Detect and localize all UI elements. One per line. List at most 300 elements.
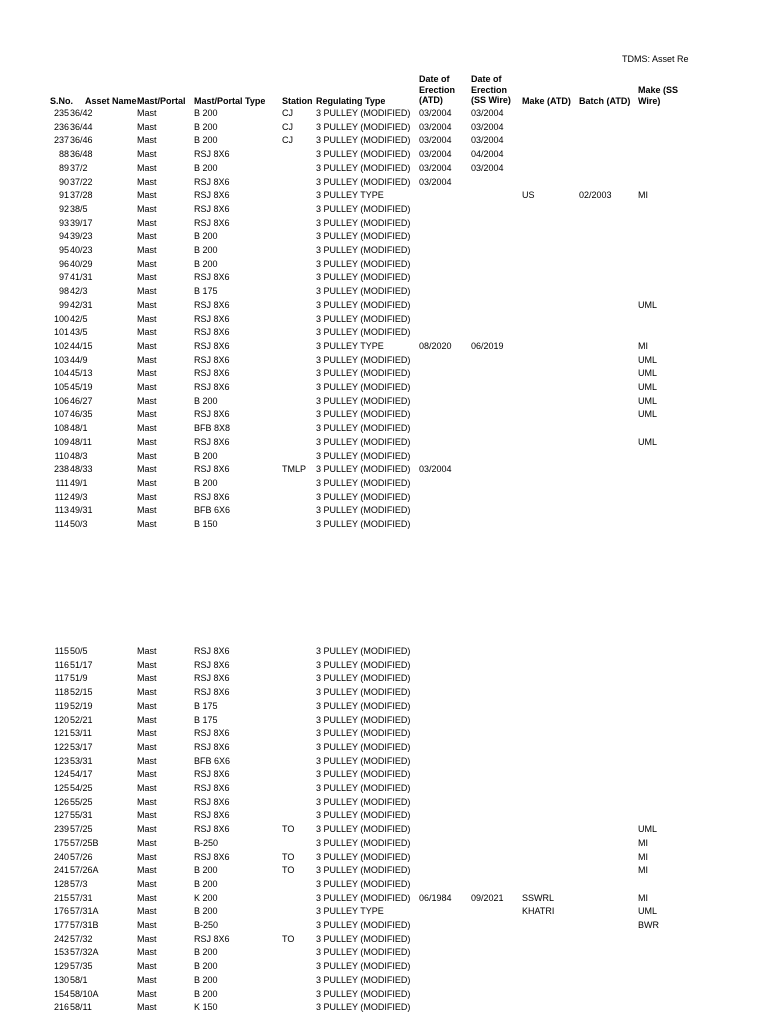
type-cell: B 175 — [194, 714, 218, 725]
mast-portal-cell: Mast — [137, 368, 157, 379]
asset-name-cell: 57/31A — [70, 906, 99, 917]
type-cell: RSJ 8X6 — [194, 491, 230, 502]
sno-cell: 129 — [53, 961, 69, 972]
asset-name-cell: 46/35 — [70, 409, 93, 420]
sno-cell: 241 — [53, 865, 69, 876]
mast-portal-cell: Mast — [137, 272, 157, 283]
regulating-type-cell: 3 PULLEY (MODIFIED) — [316, 505, 411, 516]
sno-cell: 89 — [58, 162, 69, 173]
asset-name-cell: 48/1 — [70, 423, 88, 434]
type-cell: RSJ 8X6 — [194, 810, 230, 821]
mast-portal-cell: Mast — [137, 741, 157, 752]
col-header-station: Station — [282, 96, 313, 106]
type-cell: RSJ 8X6 — [194, 368, 230, 379]
make-ss-cell: MI — [638, 851, 648, 862]
asset-name-cell: 57/31B — [70, 920, 99, 930]
make-ss-cell: MI — [638, 837, 648, 848]
asset-name-cell: 41/31 — [70, 272, 93, 283]
mast-portal-cell: Mast — [137, 436, 157, 447]
mast-portal-cell: Mast — [137, 395, 157, 406]
regulating-type-cell: 3 PULLEY (MODIFIED) — [316, 436, 411, 447]
type-cell: RSJ 8X6 — [194, 217, 230, 228]
sno-cell: 98 — [58, 286, 69, 297]
type-cell: B 175 — [194, 700, 218, 711]
date-atd-cell: 08/2020 — [419, 340, 452, 351]
type-cell: RSJ 8X6 — [194, 409, 230, 420]
make-atd-cell: KHATRI — [522, 906, 555, 917]
table-row — [0, 672, 768, 686]
date-ss-cell: 04/2004 — [471, 149, 504, 160]
regulating-type-cell: 3 PULLEY (MODIFIED) — [316, 382, 411, 392]
sno-cell: 215 — [53, 892, 69, 903]
regulating-type-cell: 3 PULLEY (MODIFIED) — [316, 286, 411, 297]
type-cell: B 200 — [194, 450, 218, 461]
asset-name-cell: 58/1 — [70, 974, 88, 985]
mast-portal-cell: Mast — [137, 700, 157, 711]
type-cell: B 200 — [194, 258, 218, 269]
date-atd-cell: 03/2004 — [419, 121, 452, 132]
type-cell: RSJ 8X6 — [194, 190, 230, 201]
sno-cell: 103 — [53, 354, 69, 365]
asset-name-cell: 48/11 — [70, 436, 92, 447]
regulating-type-cell: 3 PULLEY (MODIFIED) — [316, 837, 411, 848]
regulating-type-cell: 3 PULLEY (MODIFIED) — [316, 824, 411, 835]
type-cell: RSJ 8X6 — [194, 299, 230, 310]
station-cell: CJ — [282, 135, 293, 146]
table-row — [0, 121, 768, 135]
table-row — [0, 230, 768, 244]
make-ss-cell: MI — [638, 892, 648, 903]
regulating-type-cell: 3 PULLEY (MODIFIED) — [316, 354, 411, 365]
date-atd-cell: 03/2004 — [419, 176, 452, 187]
mast-portal-cell: Mast — [137, 190, 157, 201]
make-ss-cell: UML — [638, 824, 658, 835]
col-header-mast-portal-type: Mast/Portal Type — [194, 96, 266, 106]
sno-cell: 125 — [53, 783, 69, 793]
asset-name-cell: 57/25B — [70, 837, 99, 848]
type-cell: RSJ 8X6 — [194, 741, 230, 752]
asset-name-cell: 57/32 — [70, 933, 93, 944]
mast-portal-cell: Mast — [137, 837, 157, 848]
asset-name-cell: 36/44 — [70, 121, 93, 132]
mast-portal-cell: Mast — [137, 162, 157, 173]
asset-name-cell: 44/15 — [70, 340, 93, 351]
type-cell: BFB 8X8 — [194, 423, 231, 434]
mast-portal-cell: Mast — [137, 149, 157, 160]
sno-cell: 102 — [53, 340, 69, 351]
sno-cell: 126 — [53, 796, 69, 807]
make-atd-cell: SSWRL — [522, 892, 555, 903]
asset-name-cell: 44/9 — [70, 354, 88, 365]
make-ss-cell: MI — [638, 190, 648, 201]
table-row — [0, 700, 768, 714]
table-row — [0, 450, 768, 464]
regulating-type-cell: 3 PULLEY (MODIFIED) — [316, 700, 411, 711]
sno-cell: 119 — [54, 700, 69, 711]
regulating-type-cell: 3 PULLEY (MODIFIED) — [316, 783, 411, 793]
type-cell: K 200 — [194, 892, 218, 903]
regulating-type-cell: 3 PULLEY (MODIFIED) — [316, 108, 411, 118]
regulating-type-cell: 3 PULLEY (MODIFIED) — [316, 149, 411, 160]
table-row — [0, 436, 768, 450]
sno-cell: 130 — [53, 974, 69, 985]
type-cell: RSJ 8X6 — [194, 796, 230, 807]
sno-cell: 90 — [58, 176, 69, 187]
sno-cell: 240 — [53, 851, 69, 862]
mast-portal-cell: Mast — [137, 217, 157, 228]
type-cell: B 200 — [194, 865, 218, 876]
table-row — [0, 285, 768, 299]
regulating-type-cell: 3 PULLEY (MODIFIED) — [316, 851, 411, 862]
sno-cell: 128 — [53, 878, 69, 889]
make-ss-cell: UML — [638, 368, 658, 379]
type-cell: B 200 — [194, 988, 218, 999]
asset-name-cell: 49/1 — [70, 477, 88, 488]
regulating-type-cell: 3 PULLEY (MODIFIED) — [316, 714, 411, 725]
mast-portal-cell: Mast — [137, 851, 157, 862]
regulating-type-cell: 3 PULLEY (MODIFIED) — [316, 245, 411, 255]
regulating-type-cell: 3 PULLEY (MODIFIED) — [316, 135, 411, 146]
table-row — [0, 741, 768, 755]
sno-cell: 242 — [53, 933, 69, 944]
table-row — [0, 864, 768, 878]
type-cell: RSJ 8X6 — [194, 203, 230, 214]
sno-cell: 115 — [54, 646, 69, 656]
make-atd-cell: US — [522, 190, 535, 201]
type-cell: RSJ 8X6 — [194, 673, 230, 684]
sno-cell: 216 — [53, 1002, 69, 1013]
table-row — [0, 1001, 768, 1015]
regulating-type-cell: 3 PULLEY (MODIFIED) — [316, 231, 411, 242]
mast-portal-cell: Mast — [137, 299, 157, 310]
asset-name-cell: 46/27 — [70, 395, 93, 406]
date-ss-cell: 03/2004 — [471, 162, 504, 173]
asset-name-cell: 55/31 — [70, 810, 93, 821]
regulating-type-cell: 3 PULLEY (MODIFIED) — [316, 961, 411, 972]
table-row — [0, 491, 768, 505]
make-ss-cell: UML — [638, 436, 658, 447]
sno-cell: 101 — [53, 327, 69, 338]
table-row — [0, 107, 768, 121]
regulating-type-cell: 3 PULLEY (MODIFIED) — [316, 121, 411, 132]
mast-portal-cell: Mast — [137, 961, 157, 972]
asset-name-cell: 55/25 — [70, 796, 93, 807]
table-row — [0, 755, 768, 769]
batch-atd-cell: 02/2003 — [579, 190, 612, 201]
mast-portal-cell: Mast — [137, 920, 157, 930]
sno-cell: 114 — [54, 519, 69, 529]
table-row — [0, 960, 768, 974]
mast-portal-cell: Mast — [137, 878, 157, 889]
mast-portal-cell: Mast — [137, 176, 157, 187]
asset-name-cell: 37/22 — [70, 176, 93, 187]
regulating-type-cell: 3 PULLEY (MODIFIED) — [316, 299, 411, 310]
type-cell: B 200 — [194, 245, 218, 255]
regulating-type-cell: 3 PULLEY (MODIFIED) — [316, 450, 411, 461]
mast-portal-cell: Mast — [137, 687, 157, 698]
asset-name-cell: 52/15 — [70, 687, 93, 698]
asset-name-cell: 49/31 — [70, 505, 93, 516]
asset-name-cell: 38/5 — [70, 203, 88, 214]
table-row — [0, 768, 768, 782]
regulating-type-cell: 3 PULLEY (MODIFIED) — [316, 988, 411, 999]
sno-cell: 108 — [53, 423, 69, 434]
type-cell: RSJ 8X6 — [194, 149, 230, 160]
col-header-batch-atd: Batch (ATD) — [579, 96, 631, 106]
regulating-type-cell: 3 PULLEY TYPE — [316, 340, 384, 351]
sno-cell: 236 — [53, 121, 69, 132]
regulating-type-cell: 3 PULLEY (MODIFIED) — [316, 769, 411, 780]
asset-name-cell: 50/3 — [70, 519, 88, 529]
mast-portal-cell: Mast — [137, 258, 157, 269]
mast-portal-cell: Mast — [137, 505, 157, 516]
table-row — [0, 782, 768, 796]
sno-cell: 94 — [58, 231, 69, 242]
table-row — [0, 919, 768, 933]
date-atd-cell: 03/2004 — [419, 149, 452, 160]
type-cell: RSJ 8X6 — [194, 769, 230, 780]
table-row — [0, 299, 768, 313]
mast-portal-cell: Mast — [137, 519, 157, 529]
mast-portal-cell: Mast — [137, 728, 157, 739]
type-cell: RSJ 8X6 — [194, 933, 230, 944]
sno-cell: 104 — [53, 368, 69, 379]
table-row — [0, 727, 768, 741]
sno-cell: 239 — [53, 824, 69, 835]
table-row — [0, 714, 768, 728]
mast-portal-cell: Mast — [137, 409, 157, 420]
mast-portal-cell: Mast — [137, 491, 157, 502]
type-cell: B 150 — [194, 519, 218, 529]
regulating-type-cell: 3 PULLEY (MODIFIED) — [316, 673, 411, 684]
col-header-asset-name: Asset Name — [85, 96, 137, 106]
regulating-type-cell: 3 PULLEY (MODIFIED) — [316, 477, 411, 488]
sno-cell: 97 — [58, 272, 69, 283]
table-row — [0, 244, 768, 258]
asset-name-cell: 39/23 — [70, 231, 93, 242]
mast-portal-cell: Mast — [137, 340, 157, 351]
mast-portal-cell: Mast — [137, 947, 157, 958]
mast-portal-cell: Mast — [137, 933, 157, 944]
sno-cell: 116 — [54, 659, 69, 670]
table-row — [0, 340, 768, 354]
station-cell: TO — [282, 851, 295, 862]
regulating-type-cell: 3 PULLEY (MODIFIED) — [316, 203, 411, 214]
sno-cell: 123 — [53, 755, 69, 766]
asset-name-cell: 52/21 — [70, 714, 93, 725]
col-header-date-ss-wire: Date of Erection (SS Wire) — [471, 74, 511, 105]
regulating-type-cell: 3 PULLEY (MODIFIED) — [316, 892, 411, 903]
asset-name-cell: 36/42 — [70, 108, 93, 118]
asset-name-cell: 57/35 — [70, 961, 93, 972]
type-cell: B 200 — [194, 121, 218, 132]
regulating-type-cell: 3 PULLEY (MODIFIED) — [316, 464, 411, 475]
date-ss-cell: 09/2021 — [471, 892, 504, 903]
regulating-type-cell: 3 PULLEY (MODIFIED) — [316, 947, 411, 958]
regulating-type-cell: 3 PULLEY (MODIFIED) — [316, 272, 411, 283]
regulating-type-cell: 3 PULLEY (MODIFIED) — [316, 327, 411, 338]
table-row — [0, 946, 768, 960]
mast-portal-cell: Mast — [137, 1002, 157, 1013]
asset-name-cell: 57/25 — [70, 824, 93, 835]
make-ss-cell: UML — [638, 354, 658, 365]
make-ss-cell: MI — [638, 340, 648, 351]
col-header-sno: S.No. — [50, 96, 74, 106]
asset-name-cell: 53/11 — [70, 728, 92, 739]
sno-cell: 121 — [53, 728, 69, 739]
asset-name-cell: 58/10A — [70, 988, 99, 999]
regulating-type-cell: 3 PULLEY (MODIFIED) — [316, 162, 411, 173]
table-row — [0, 933, 768, 947]
asset-name-cell: 52/19 — [70, 700, 93, 711]
table-row — [0, 313, 768, 327]
mast-portal-cell: Mast — [137, 203, 157, 214]
regulating-type-cell: 3 PULLEY TYPE — [316, 906, 384, 917]
type-cell: RSJ 8X6 — [194, 851, 230, 862]
sno-cell: 113 — [54, 505, 69, 516]
regulating-type-cell: 3 PULLEY (MODIFIED) — [316, 368, 411, 379]
regulating-type-cell: 3 PULLEY (MODIFIED) — [316, 659, 411, 670]
table-row — [0, 354, 768, 368]
mast-portal-cell: Mast — [137, 988, 157, 999]
station-cell: CJ — [282, 108, 293, 118]
regulating-type-cell: 3 PULLEY (MODIFIED) — [316, 395, 411, 406]
type-cell: RSJ 8X6 — [194, 687, 230, 698]
make-ss-cell: UML — [638, 395, 658, 406]
regulating-type-cell: 3 PULLEY (MODIFIED) — [316, 878, 411, 889]
type-cell: B 200 — [194, 231, 218, 242]
table-row — [0, 659, 768, 673]
sno-cell: 105 — [53, 382, 69, 392]
mast-portal-cell: Mast — [137, 135, 157, 146]
mast-portal-cell: Mast — [137, 865, 157, 876]
asset-name-cell: 48/33 — [70, 464, 93, 475]
table-row — [0, 162, 768, 176]
mast-portal-cell: Mast — [137, 327, 157, 338]
col-header-mast-portal: Mast/Portal — [137, 96, 186, 106]
asset-name-cell: 58/11 — [70, 1002, 92, 1013]
asset-name-cell: 57/26A — [70, 865, 99, 876]
sno-cell: 88 — [58, 149, 69, 160]
mast-portal-cell: Mast — [137, 245, 157, 255]
asset-name-cell: 57/32A — [70, 947, 99, 958]
table-row — [0, 189, 768, 203]
table-row — [0, 203, 768, 217]
sno-cell: 235 — [53, 108, 69, 118]
regulating-type-cell: 3 PULLEY (MODIFIED) — [316, 491, 411, 502]
date-atd-cell: 03/2004 — [419, 162, 452, 173]
sno-cell: 124 — [53, 769, 69, 780]
asset-name-cell: 49/3 — [70, 491, 88, 502]
make-ss-cell: UML — [638, 382, 658, 392]
table-row — [0, 892, 768, 906]
asset-name-cell: 48/3 — [70, 450, 88, 461]
asset-name-cell: 57/3 — [70, 878, 88, 889]
sno-cell: 111 — [55, 477, 69, 488]
col-header-regulating-type: Regulating Type — [316, 96, 386, 106]
type-cell: RSJ 8X6 — [194, 340, 230, 351]
type-cell: RSJ 8X6 — [194, 313, 230, 324]
make-ss-cell: UML — [638, 906, 658, 917]
table-row — [0, 408, 768, 422]
sno-cell: 238 — [53, 464, 69, 475]
mast-portal-cell: Mast — [137, 231, 157, 242]
sno-cell: 100 — [53, 313, 69, 324]
regulating-type-cell: 3 PULLEY (MODIFIED) — [316, 687, 411, 698]
asset-name-cell: 37/28 — [70, 190, 93, 201]
sno-cell: 154 — [53, 988, 69, 999]
table-row — [0, 504, 768, 518]
type-cell: BFB 6X6 — [194, 755, 231, 766]
type-cell: RSJ 8X6 — [194, 659, 230, 670]
table-row — [0, 878, 768, 892]
regulating-type-cell: 3 PULLEY (MODIFIED) — [316, 974, 411, 985]
table-row — [0, 463, 768, 477]
make-ss-cell: BWR — [638, 920, 659, 930]
asset-name-cell: 40/23 — [70, 245, 93, 255]
mast-portal-cell: Mast — [137, 121, 157, 132]
table-row — [0, 518, 768, 532]
mast-portal-cell: Mast — [137, 108, 157, 118]
type-cell: RSJ 8X6 — [194, 464, 230, 475]
asset-name-cell: 40/29 — [70, 258, 93, 269]
asset-name-cell: 50/5 — [70, 646, 88, 656]
asset-name-cell: 39/17 — [70, 217, 93, 228]
mast-portal-cell: Mast — [137, 646, 157, 656]
table-row — [0, 905, 768, 919]
regulating-type-cell: 3 PULLEY TYPE — [316, 190, 384, 201]
mast-portal-cell: Mast — [137, 755, 157, 766]
type-cell: BFB 6X6 — [194, 505, 231, 516]
sno-cell: 177 — [53, 920, 69, 930]
regulating-type-cell: 3 PULLEY (MODIFIED) — [316, 423, 411, 434]
sno-cell: 92 — [58, 203, 69, 214]
sno-cell: 109 — [53, 436, 69, 447]
date-atd-cell: 03/2004 — [419, 135, 452, 146]
sno-cell: 175 — [53, 837, 69, 848]
table-row — [0, 148, 768, 162]
table-row — [0, 176, 768, 190]
asset-name-cell: 37/2 — [70, 162, 88, 173]
regulating-type-cell: 3 PULLEY (MODIFIED) — [316, 313, 411, 324]
col-header-date-atd: Date of Erection (ATD) — [419, 74, 456, 105]
asset-name-cell: 36/46 — [70, 135, 93, 146]
type-cell: RSJ 8X6 — [194, 327, 230, 338]
mast-portal-cell: Mast — [137, 974, 157, 985]
regulating-type-cell: 3 PULLEY (MODIFIED) — [316, 409, 411, 420]
asset-name-cell: 57/31 — [70, 892, 93, 903]
regulating-type-cell: 3 PULLEY (MODIFIED) — [316, 728, 411, 739]
table-row — [0, 477, 768, 491]
type-cell: B 200 — [194, 162, 218, 173]
asset-name-cell: 54/17 — [70, 769, 93, 780]
table-row — [0, 422, 768, 436]
type-cell: RSJ 8X6 — [194, 646, 230, 656]
col-header-make-atd: Make (ATD) — [522, 96, 571, 106]
mast-portal-cell: Mast — [137, 477, 157, 488]
type-cell: K 150 — [194, 1002, 218, 1013]
sno-cell: 153 — [53, 947, 69, 958]
table-row — [0, 988, 768, 1002]
regulating-type-cell: 3 PULLEY (MODIFIED) — [316, 741, 411, 752]
sno-cell: 237 — [53, 135, 69, 146]
mast-portal-cell: Mast — [137, 423, 157, 434]
regulating-type-cell: 3 PULLEY (MODIFIED) — [316, 865, 411, 876]
asset-name-cell: 53/31 — [70, 755, 93, 766]
regulating-type-cell: 3 PULLEY (MODIFIED) — [316, 810, 411, 821]
type-cell: B 200 — [194, 477, 218, 488]
sno-cell: 176 — [53, 906, 69, 917]
